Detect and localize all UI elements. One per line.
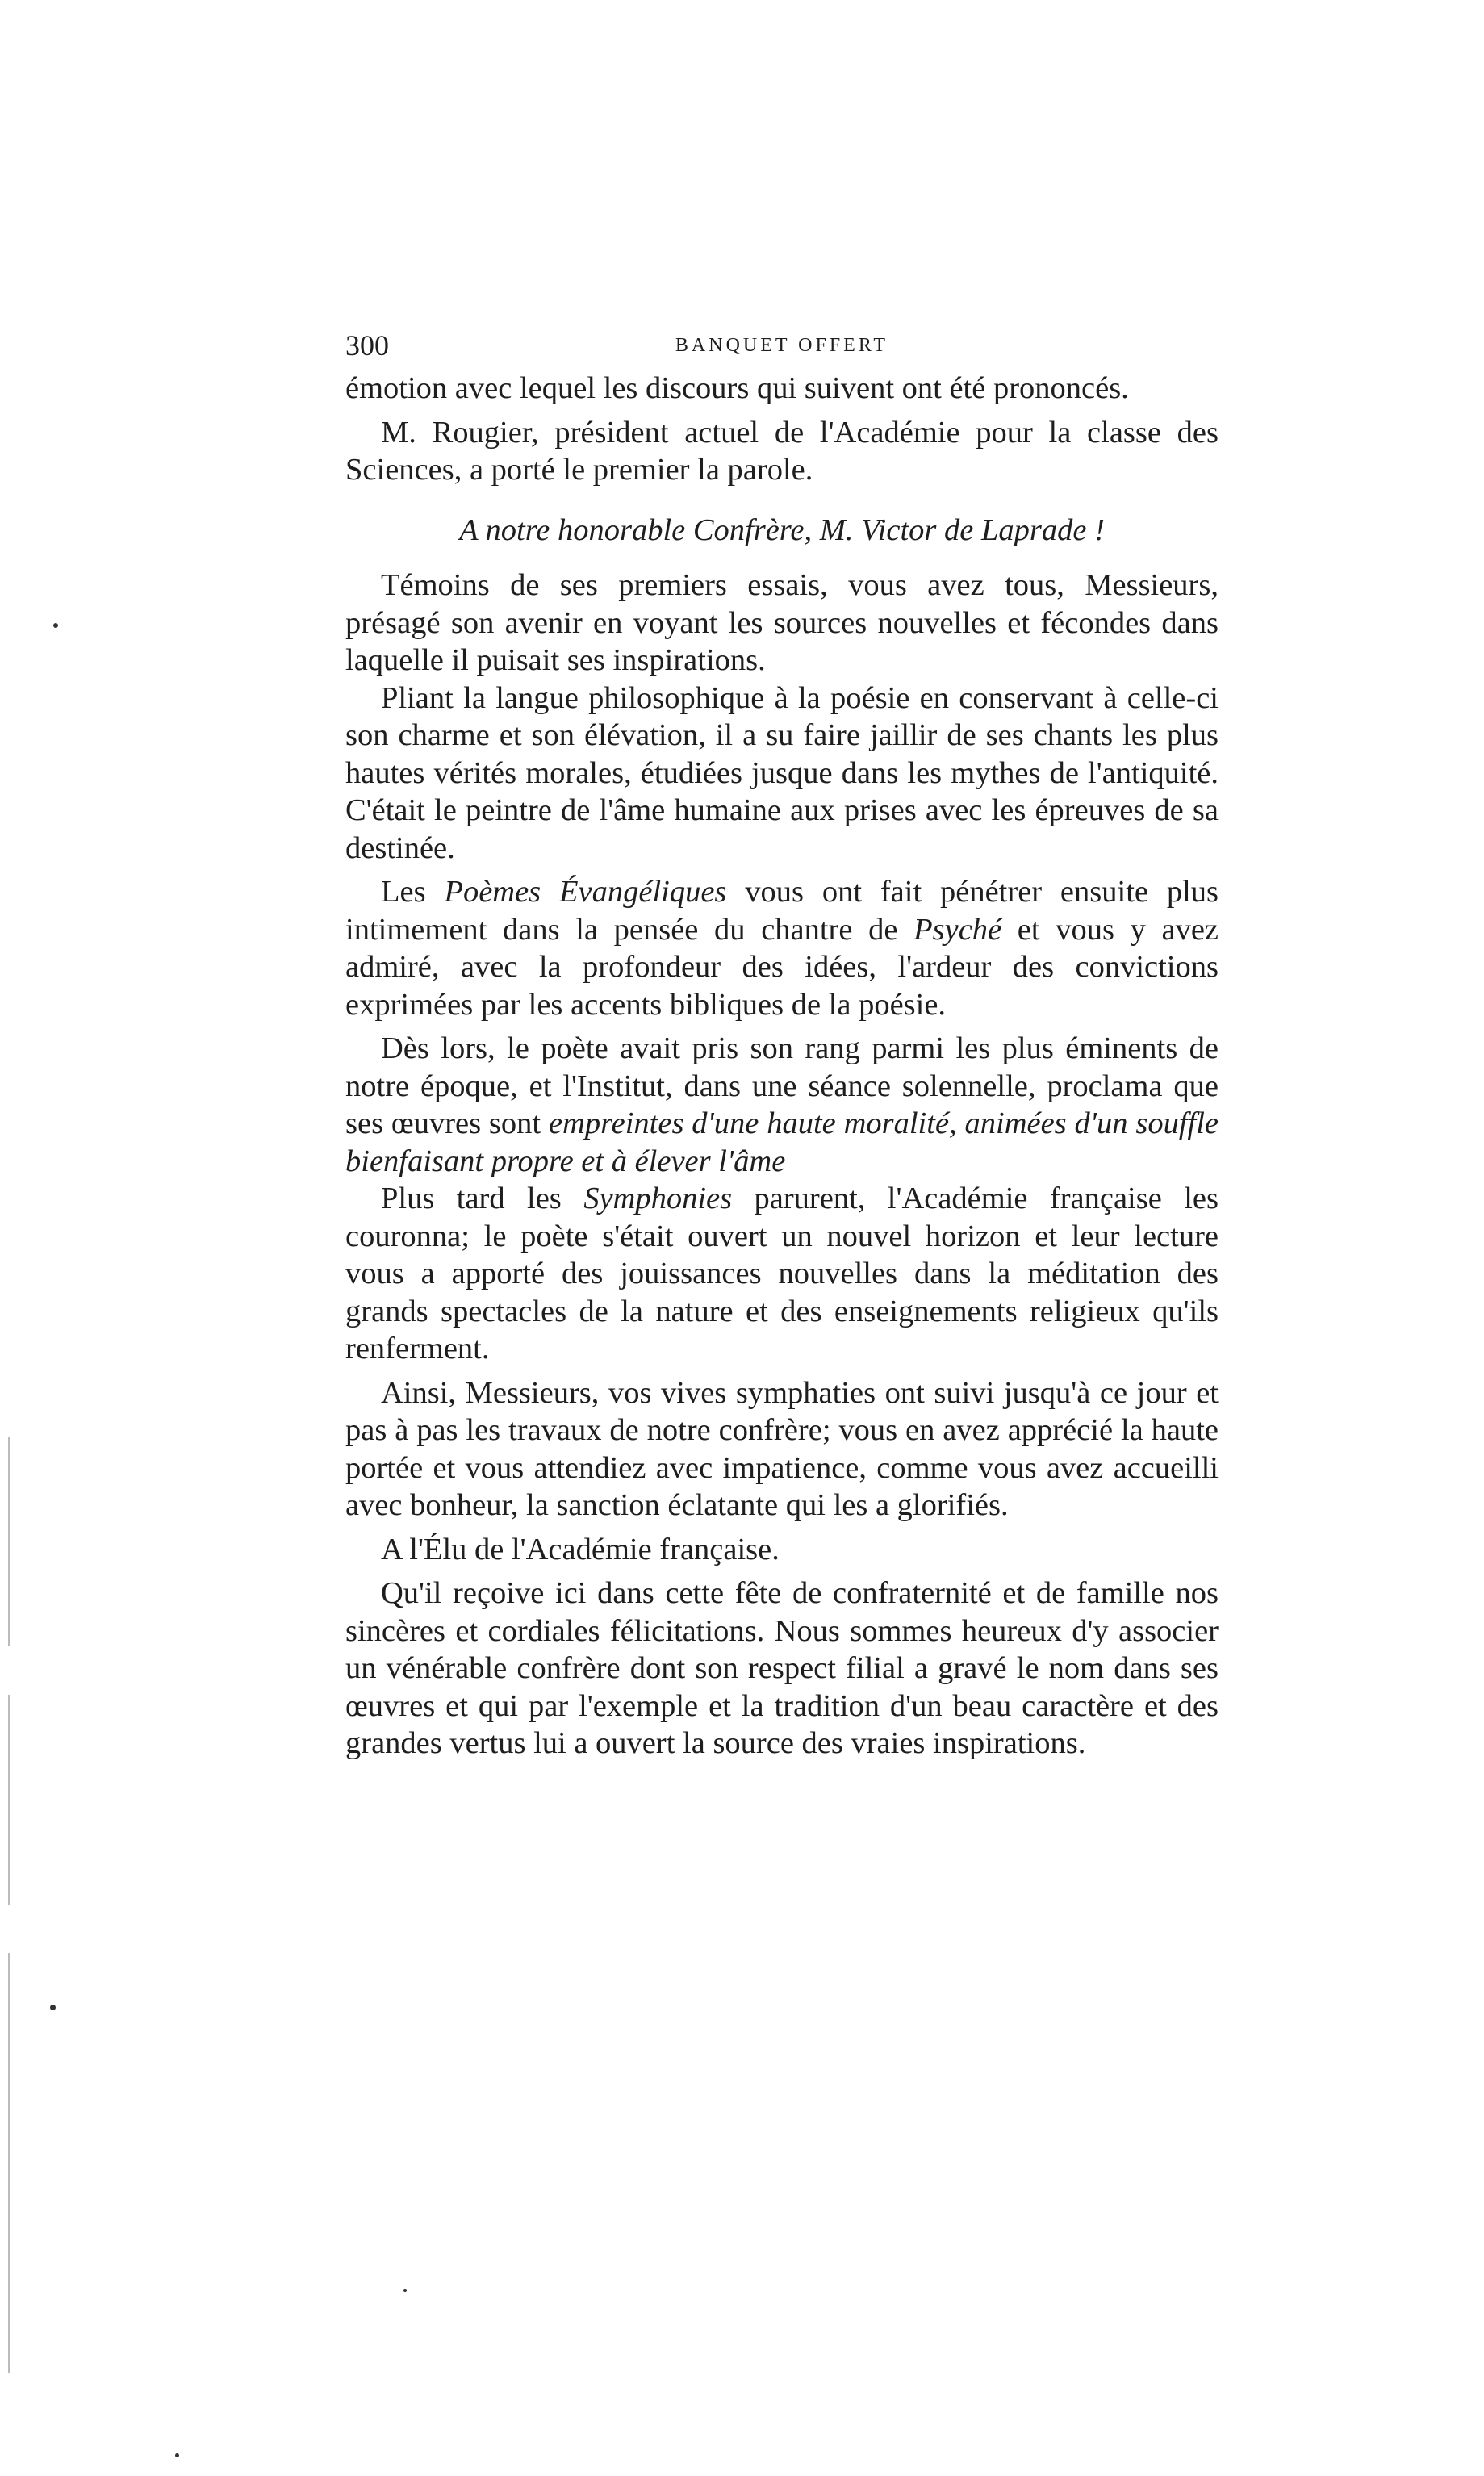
- paragraph-felicitations: Qu'il reçoive ici dans cette fête de confraternité et de famille nos sincères et cordiales félicitations. Nous sommes heureux d'y associer un vénérable confrère dont son respect filial a gravé le nom dans ses œuvres et qui par l'exemple et la tradition d'un beau caractère et des grandes vertus lui a ouvert la source des vraies inspirations.: [345, 1576, 1219, 1760]
- paragraph-poemes: Les Poèmes Évangéliques vous ont fait pénétrer ensuite plus intimement dans la pensée du chantre de Psyché et vous y avez admiré, avec la profondeur des idées, l'ardeur des convictions exprimées par les accents bibliques de la poésie.: [345, 875, 1219, 1022]
- toast-greeting: A notre honorable Confrère, M. Victor de Laprade !: [459, 512, 1105, 547]
- title-poemes-evangeliques: Poèmes Évangéliques: [444, 875, 727, 909]
- title-psyche: Psyché: [913, 912, 1002, 947]
- scan-edge-line: [8, 1437, 10, 1646]
- scan-speck: [50, 2005, 56, 2010]
- paragraph-continuation: émotion avec lequel les discours qui suivent ont été prononcés.: [345, 371, 1129, 405]
- page-number: 300: [345, 329, 389, 362]
- paragraph-institut: Dès lors, le poète avait pris son rang parmi les plus éminents de notre époque, et l'Institut, dans une séance solennelle, proclama que ses œuvres sont empreintes d'une haute moralité, animées d'un souffle bienfaisant propre et à élever l'âme: [345, 1031, 1219, 1178]
- body-text: [345, 370, 1219, 1769]
- paragraph-speaker-intro: M. Rougier, président actuel de l'Académie pour la classe des Sciences, a porté le premier la parole.: [345, 415, 1219, 487]
- page-header: [345, 321, 1219, 370]
- institut-quote: empreintes d'une haute moralité, animées d'un souffle bienfaisant propre et à élever l'âme: [345, 1106, 1219, 1178]
- paragraph-witnesses: Témoins de ses premiers essais, vous avez tous, Messieurs, présagé son avenir en voyant les sources nouvelles et fécondes dans laquelle il puisait ses inspirations.: [345, 568, 1219, 677]
- scan-edge-line: [8, 1695, 10, 1905]
- paragraph-philosophy: Pliant la langue philosophique à la poésie en conservant à celle-ci son charme et son élévation, il a su faire jaillir de ses chants les plus hautes vérités morales, étudiées jusque dans les mythes de l'antiquité. C'était le peintre de l'âme humaine aux prises avec les épreuves de sa destinée.: [345, 680, 1219, 865]
- scan-speck: [53, 623, 58, 628]
- paragraph-sympathies: Ainsi, Messieurs, vos vives symphaties ont suivi jusqu'à ce jour et pas à pas les travaux de notre confrère; vous en avez apprécié la haute portée et vous attendiez avec impatience, comme vous avez accueilli avec bonheur, la sanction éclatante qui les a glorifiés.: [345, 1375, 1219, 1522]
- running-title: BANQUET OFFERT: [675, 335, 889, 356]
- paragraph-symphonies: Plus tard les Symphonies parurent, l'Académie française les couronna; le poète s'était ouvert un nouvel horizon et leur lecture vous a apporté des jouissances nouvelles dans la méditation des grands spectacles de la nature et des enseignements religieux qu'ils renferment.: [345, 1182, 1219, 1366]
- scan-speck: [175, 2453, 179, 2457]
- paragraph-elu: A l'Élu de l'Académie française.: [381, 1532, 780, 1566]
- title-symphonies: Symphonies: [583, 1182, 733, 1215]
- scan-speck: [403, 2289, 407, 2292]
- scan-edge-line: [8, 1953, 10, 2373]
